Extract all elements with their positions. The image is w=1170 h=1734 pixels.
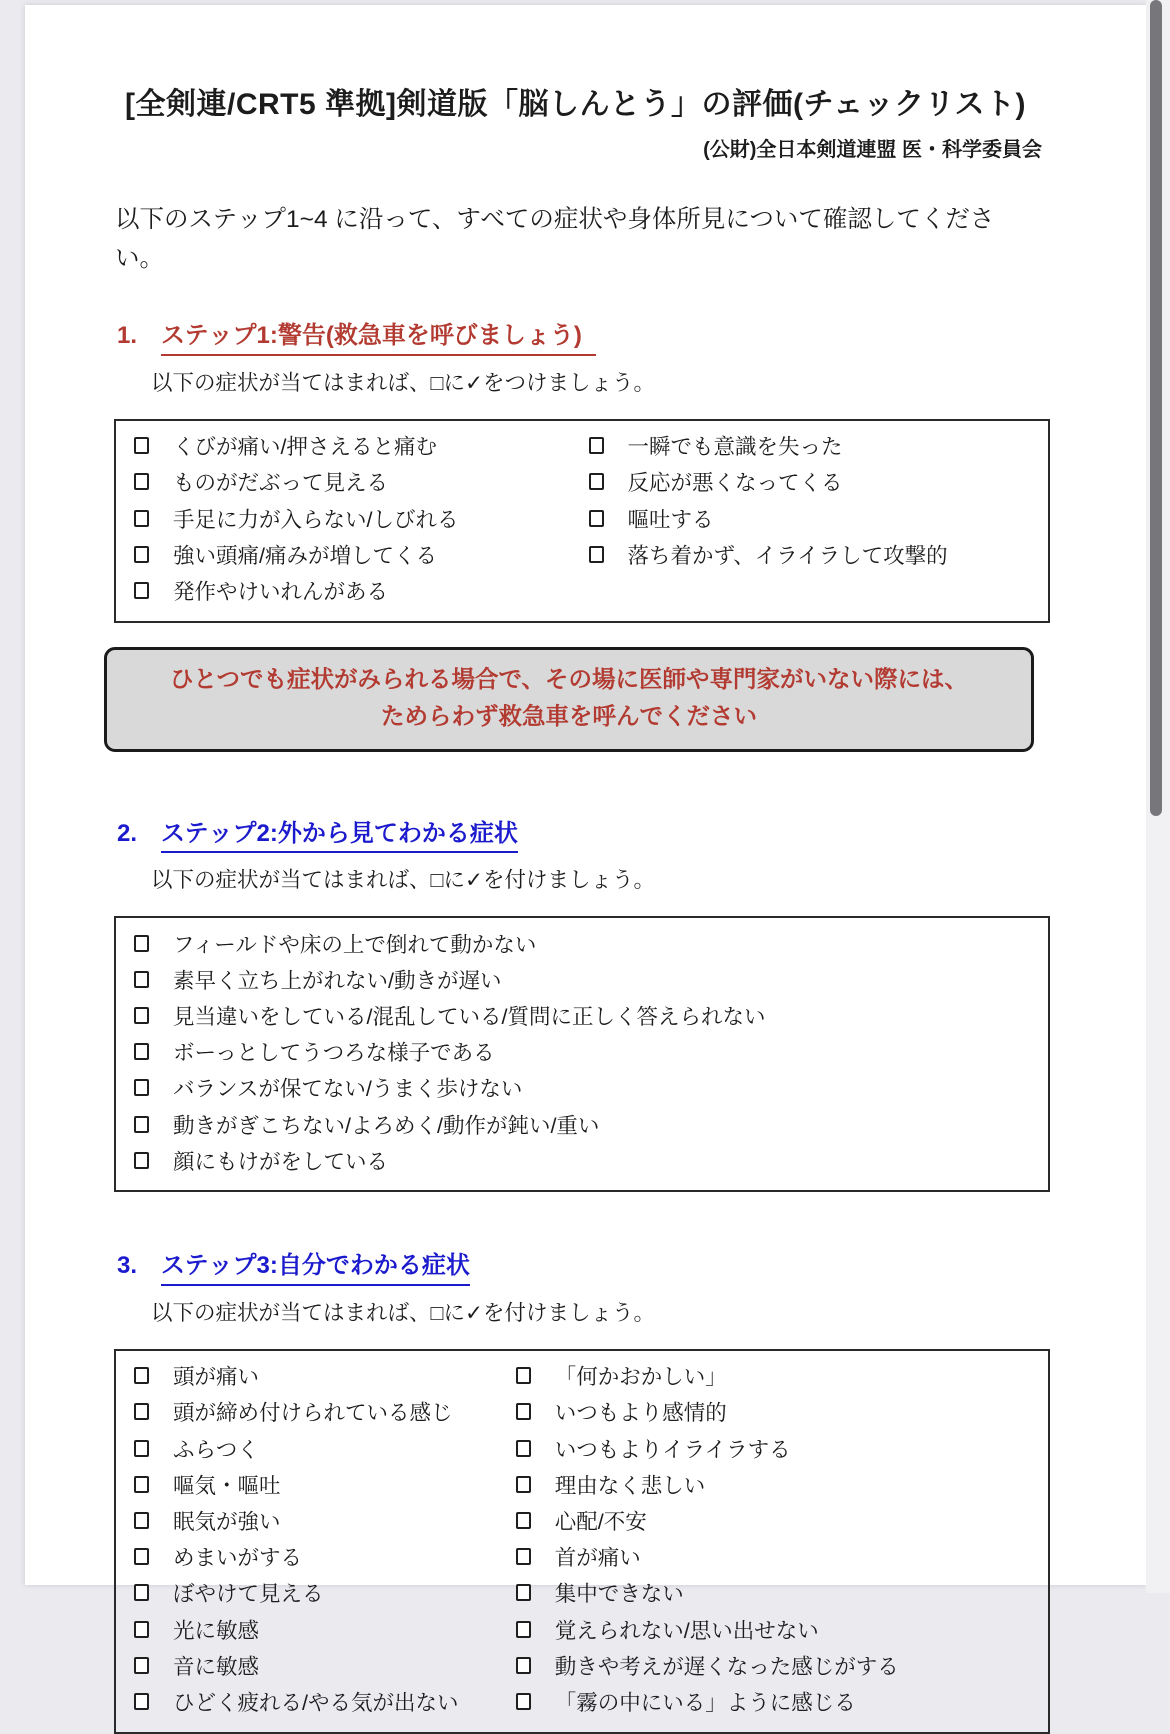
step1-instruction: 以下の症状が当てはまれば、□に✓をつけましょう。 <box>151 370 656 395</box>
checklist-item-label: ふらつく <box>173 1437 259 1462</box>
step3-title: ステップ3:自分でわかる症状 <box>161 1250 470 1285</box>
checklist-item <box>584 538 1039 574</box>
checkbox-icon <box>589 473 604 490</box>
checklist-item <box>129 999 1038 1035</box>
checklist-item <box>129 1685 511 1721</box>
checkbox-icon <box>516 1476 531 1493</box>
checkbox-icon <box>516 1621 531 1638</box>
checklist-item <box>129 1036 1038 1072</box>
checkbox-icon <box>134 1440 149 1457</box>
checklist-item-label: 一瞬でも意識を失った <box>627 435 843 460</box>
page-title: [全剣連/CRT5 準拠]剣道版「脳しんとう」の評価(チェックリスト) <box>125 88 1026 121</box>
checklist-column <box>129 927 1038 1180</box>
checklist-item <box>129 574 584 610</box>
checkbox-icon <box>589 510 604 527</box>
page-subtitle: (公財)全日本剣道連盟 医・科学委員会 <box>703 139 1042 161</box>
step3-number: 3. <box>117 1252 138 1280</box>
checklist-item-label: 音に敏感 <box>173 1654 260 1679</box>
checklist-item-label: 理由なく悲しい <box>554 1473 706 1498</box>
checkbox-icon <box>134 1512 149 1529</box>
checkbox-icon <box>134 510 149 527</box>
checklist-item-label: 心配/不安 <box>554 1509 647 1534</box>
checklist-item <box>129 963 1038 999</box>
checklist-item <box>511 1432 1038 1468</box>
checkbox-icon <box>134 1403 149 1420</box>
checkbox-icon <box>589 437 604 454</box>
checklist-item-label: ぼやけて見える <box>173 1582 324 1607</box>
checklist-item <box>129 1432 511 1468</box>
checkbox-icon <box>516 1367 531 1384</box>
checklist-item-label: 素早く立ち上がれない/動きが遅い <box>173 968 502 993</box>
checklist-item <box>511 1360 1038 1396</box>
checklist-item <box>511 1504 1038 1540</box>
checklist-item-label: くびが痛い/押さえると痛む <box>173 435 437 460</box>
checklist-item <box>129 1360 511 1396</box>
checklist-item <box>129 1649 511 1685</box>
step1-title: ステップ1:警告(救急車を呼びましょう) <box>161 320 596 355</box>
checklist-item-label: いつもより感情的 <box>554 1401 727 1426</box>
checklist-item <box>129 466 584 502</box>
checkbox-icon <box>134 1079 149 1096</box>
checklist-item-label: 反応が悪くなってくる <box>627 471 843 496</box>
section-step3 <box>117 1250 1044 1733</box>
checklist-item-label: 頭が締め付けられている感じ <box>173 1401 453 1426</box>
checklist-item <box>584 430 1039 466</box>
document-content <box>107 5 1044 1715</box>
intro-text: 以下のステップ1~4 に沿って、すべての症状や身体所見について確認してください。 <box>115 206 995 273</box>
checklist-item-label: 動きや考えが遅くなった感じがする <box>554 1654 899 1679</box>
checkbox-icon <box>516 1657 531 1674</box>
checklist-item-label: 頭が痛い <box>173 1365 260 1390</box>
checklist-item-label: 集中できない <box>554 1582 684 1607</box>
checklist-item-label: いつもよりイライラする <box>554 1437 791 1462</box>
checklist-item <box>511 1541 1038 1577</box>
step2-checklist <box>114 916 1050 1192</box>
step3-heading <box>117 1250 1044 1285</box>
checklist-item <box>584 466 1039 502</box>
step3-instruction: 以下の症状が当てはまれば、□に✓を付けましょう。 <box>151 1300 656 1325</box>
checkbox-icon <box>134 473 149 490</box>
checklist-item <box>511 1649 1038 1685</box>
checklist-item <box>129 1108 1038 1144</box>
checkbox-icon <box>134 1621 149 1638</box>
checkbox-icon <box>134 582 149 599</box>
checklist-item <box>129 1504 511 1540</box>
checklist-column <box>584 430 1039 575</box>
checklist-item-label: 顔にもけがをしている <box>173 1149 389 1174</box>
checklist-item-label: 光に敏感 <box>173 1618 260 1643</box>
checkbox-icon <box>516 1403 531 1420</box>
checkbox-icon <box>134 546 149 563</box>
checklist-item <box>584 502 1039 538</box>
checkbox-icon <box>134 1548 149 1565</box>
checklist-item-label: めまいがする <box>173 1546 303 1571</box>
checklist-item-label: 嘔吐する <box>627 507 714 532</box>
checklist-item <box>129 1396 511 1432</box>
warning-line-2: ためらわず救急車を呼んでください <box>381 703 757 730</box>
checklist-item <box>129 1144 1038 1180</box>
checklist-item-label: 強い頭痛/痛みが増してくる <box>173 543 437 568</box>
checkbox-icon <box>134 1584 149 1601</box>
checklist-item <box>129 430 584 466</box>
checklist-item-label: ものがだぶって見える <box>173 471 389 496</box>
checkbox-icon <box>134 1116 149 1133</box>
checkbox-icon <box>516 1693 531 1710</box>
section-step1 <box>117 320 1044 622</box>
checklist-column <box>129 1360 511 1722</box>
checklist-item <box>129 538 584 574</box>
checklist-item-label: 手足に力が入らない/しびれる <box>173 507 459 532</box>
checklist-item-label: 眠気が強い <box>173 1509 281 1534</box>
step2-number: 2. <box>117 819 138 847</box>
checkbox-icon <box>134 1367 149 1384</box>
checklist-item-label: 「霧の中にいる」ように感じる <box>554 1690 856 1715</box>
checklist-item-label: ひどく疲れる/やる気が出ない <box>173 1690 459 1715</box>
scrollbar-thumb[interactable] <box>1150 0 1162 816</box>
step1-number: 1. <box>117 322 138 350</box>
checklist-item <box>129 1613 511 1649</box>
step1-heading <box>117 320 1044 355</box>
checklist-item <box>511 1685 1038 1721</box>
checkbox-icon <box>516 1440 531 1457</box>
checkbox-icon <box>134 1152 149 1169</box>
checklist-column <box>129 430 584 611</box>
checklist-item <box>511 1577 1038 1613</box>
checklist-item <box>511 1396 1038 1432</box>
step2-title: ステップ2:外から見てわかる症状 <box>161 818 518 853</box>
checklist-item <box>511 1468 1038 1504</box>
section-step2 <box>117 818 1044 1193</box>
checklist-item-label: ボーっとしてうつろな様子である <box>173 1041 495 1066</box>
step2-instruction: 以下の症状が当てはまれば、□に✓を付けましょう。 <box>151 867 656 892</box>
checklist-item <box>129 502 584 538</box>
scrollbar-track[interactable] <box>1146 0 1170 1593</box>
checklist-item-label: 落ち着かず、イライラして攻撃的 <box>627 543 948 568</box>
checkbox-icon <box>134 1657 149 1674</box>
checklist-item <box>129 1541 511 1577</box>
checkbox-icon <box>134 935 149 952</box>
checkbox-icon <box>134 1693 149 1710</box>
checklist-item <box>129 927 1038 963</box>
checklist-column <box>511 1360 1038 1722</box>
checklist-item <box>129 1072 1038 1108</box>
checklist-item <box>129 1468 511 1504</box>
checklist-item <box>511 1613 1038 1649</box>
checkbox-icon <box>134 437 149 454</box>
step1-checklist <box>114 419 1050 623</box>
checklist-item-label: 発作やけいれんがある <box>173 579 389 604</box>
checkbox-icon <box>134 1043 149 1060</box>
checkbox-icon <box>134 1476 149 1493</box>
checkbox-icon <box>516 1512 531 1529</box>
checklist-item-label: 嘔気・嘔吐 <box>173 1473 281 1498</box>
step2-heading <box>117 818 1044 853</box>
checklist-item-label: 首が痛い <box>554 1546 641 1571</box>
checkbox-icon <box>134 1007 149 1024</box>
checkbox-icon <box>134 971 149 988</box>
warning-box <box>104 647 1034 752</box>
checkbox-icon <box>516 1584 531 1601</box>
checklist-item-label: 覚えられない/思い出せない <box>554 1618 819 1643</box>
checklist-item-label: 見当違いをしている/混乱している/質問に正しく答えられない <box>173 1004 766 1029</box>
checklist-item-label: バランスが保てない/うまく歩けない <box>173 1077 523 1102</box>
checklist-item-label: 「何かおかしい」 <box>554 1365 727 1390</box>
checkbox-icon <box>589 546 604 563</box>
warning-line-1: ひとつでも症状がみられる場合で、その場に医師や専門家がいない際には、 <box>169 665 969 692</box>
checkbox-icon <box>516 1548 531 1565</box>
checklist-item-label: 動きがぎこちない/よろめく/動作が鈍い/重い <box>173 1113 600 1138</box>
step3-checklist <box>114 1349 1050 1734</box>
checklist-item <box>129 1577 511 1613</box>
document-page <box>25 5 1146 1715</box>
checklist-item-label: フィールドや床の上で倒れて動かない <box>173 932 537 957</box>
